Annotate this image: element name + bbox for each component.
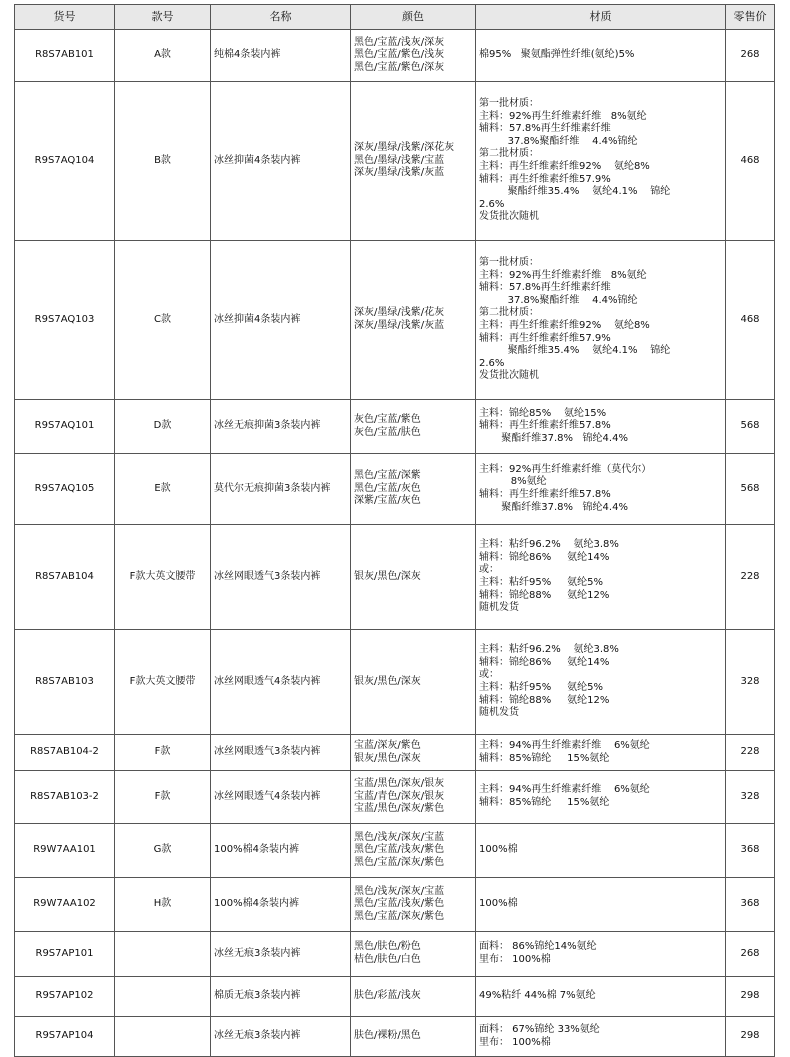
cell-price: 228 <box>726 525 775 630</box>
cell-colors: 黑色/宝蓝/浅灰/深灰 黑色/宝蓝/紫色/浅灰 黑色/宝蓝/紫色/深灰 <box>351 30 476 82</box>
cell-sku: R9S7AP104 <box>15 1017 115 1057</box>
header-color: 颜色 <box>351 5 476 30</box>
table-row <box>15 400 775 454</box>
cell-material: 100%棉 <box>476 824 726 878</box>
cell-style: E款 <box>115 454 211 525</box>
cell-price: 328 <box>726 630 775 735</box>
cell-name: 冰丝网眼透气3条装内裤 <box>211 735 351 771</box>
cell-name: 冰丝网眼透气4条装内裤 <box>211 771 351 824</box>
cell-style: G款 <box>115 824 211 878</box>
cell-sku: R9S7AQ105 <box>15 454 115 525</box>
header-price: 零售价 <box>726 5 775 30</box>
cell-price: 368 <box>726 878 775 932</box>
cell-price: 568 <box>726 400 775 454</box>
cell-price: 368 <box>726 824 775 878</box>
table-row <box>15 878 775 932</box>
cell-style: F款 <box>115 771 211 824</box>
cell-name: 冰丝抑菌4条装内裤 <box>211 82 351 241</box>
cell-name: 冰丝抑菌4条装内裤 <box>211 241 351 400</box>
cell-colors: 灰色/宝蓝/紫色 灰色/宝蓝/肤色 <box>351 400 476 454</box>
cell-colors: 深灰/墨绿/浅紫/花灰 深灰/墨绿/浅紫/灰蓝 <box>351 241 476 400</box>
cell-sku: R9S7AQ101 <box>15 400 115 454</box>
cell-price: 268 <box>726 30 775 82</box>
table-row <box>15 977 775 1017</box>
cell-name: 100%棉4条装内裤 <box>211 824 351 878</box>
cell-price: 268 <box>726 932 775 977</box>
cell-name: 100%棉4条装内裤 <box>211 878 351 932</box>
cell-sku: R8S7AB103-2 <box>15 771 115 824</box>
table-row <box>15 241 775 400</box>
table-row <box>15 771 775 824</box>
cell-material: 主料：92%再生纤维素纤维（莫代尔） 8%氨纶 辅料：再生纤维素纤维57.8% 聚酯纤维37.8% 锦纶4.4% <box>476 454 726 525</box>
cell-style: A款 <box>115 30 211 82</box>
header-name: 名称 <box>211 5 351 30</box>
cell-material: 49%粘纤 44%棉 7%氨纶 <box>476 977 726 1017</box>
cell-price: 328 <box>726 771 775 824</box>
cell-sku: R9S7AQ104 <box>15 82 115 241</box>
table-row <box>15 1017 775 1057</box>
cell-price: 298 <box>726 977 775 1017</box>
cell-style: F款 <box>115 735 211 771</box>
table-row <box>15 735 775 771</box>
cell-colors: 肤色/裸粉/黑色 <box>351 1017 476 1057</box>
header-style: 款号 <box>115 5 211 30</box>
cell-material: 面料： 86%锦纶14%氨纶 里布： 100%棉 <box>476 932 726 977</box>
cell-name: 莫代尔无痕抑菌3条装内裤 <box>211 454 351 525</box>
table-row <box>15 82 775 241</box>
cell-colors: 银灰/黑色/深灰 <box>351 525 476 630</box>
cell-sku: R9S7AP102 <box>15 977 115 1017</box>
cell-colors: 宝蓝/深灰/紫色 银灰/黑色/深灰 <box>351 735 476 771</box>
cell-price: 468 <box>726 241 775 400</box>
cell-material: 主料：锦纶85% 氨纶15% 辅料：再生纤维素纤维57.8% 聚酯纤维37.8% 锦纶4.4% <box>476 400 726 454</box>
cell-material: 第一批材质： 主料：92%再生纤维素纤维 8%氨纶 辅料：57.8%再生纤维素纤维 37.8%聚酯纤维 4.4%锦纶 第二批材质： 主料：再生纤维素纤维92% 氨纶8% 辅料：再生纤维素纤维57.9% 聚酯纤维35.4% 氨纶4.1% 锦纶 2.6% 发货批次随机 <box>476 82 726 241</box>
cell-name: 冰丝无痕抑菌3条装内裤 <box>211 400 351 454</box>
cell-style <box>115 1017 211 1057</box>
table-row <box>15 932 775 977</box>
cell-material: 主料：粘纤96.2% 氨纶3.8% 辅料：锦纶86% 氨纶14% 或： 主料：粘纤95% 氨纶5% 辅料：锦纶88% 氨纶12% 随机发货 <box>476 630 726 735</box>
table-row <box>15 454 775 525</box>
cell-name: 冰丝网眼透气3条装内裤 <box>211 525 351 630</box>
table-row <box>15 525 775 630</box>
cell-sku: R8S7AB104 <box>15 525 115 630</box>
table-row <box>15 630 775 735</box>
cell-price: 298 <box>726 1017 775 1057</box>
cell-material: 主料：粘纤96.2% 氨纶3.8% 辅料：锦纶86% 氨纶14% 或： 主料：粘纤95% 氨纶5% 辅料：锦纶88% 氨纶12% 随机发货 <box>476 525 726 630</box>
product-spec-table <box>14 4 775 1057</box>
cell-colors: 黑色/浅灰/深灰/宝蓝 黑色/宝蓝/浅灰/紫色 黑色/宝蓝/深灰/紫色 <box>351 824 476 878</box>
cell-price: 568 <box>726 454 775 525</box>
cell-material: 主料：94%再生纤维素纤维 6%氨纶 辅料：85%锦纶 15%氨纶 <box>476 771 726 824</box>
cell-sku: R8S7AB103 <box>15 630 115 735</box>
cell-style: D款 <box>115 400 211 454</box>
cell-sku: R9S7AP101 <box>15 932 115 977</box>
cell-sku: R9W7AA101 <box>15 824 115 878</box>
cell-colors: 黑色/浅灰/深灰/宝蓝 黑色/宝蓝/浅灰/紫色 黑色/宝蓝/深灰/紫色 <box>351 878 476 932</box>
cell-colors: 宝蓝/黑色/深灰/银灰 宝蓝/青色/深灰/银灰 宝蓝/黑色/深灰/紫色 <box>351 771 476 824</box>
cell-style: F款大英文腰带 <box>115 630 211 735</box>
cell-colors: 深灰/墨绿/浅紫/深花灰 黑色/墨绿/浅紫/宝蓝 深灰/墨绿/浅紫/灰蓝 <box>351 82 476 241</box>
cell-name: 冰丝无痕3条装内裤 <box>211 1017 351 1057</box>
header-row <box>15 5 775 30</box>
cell-style: H款 <box>115 878 211 932</box>
cell-sku: R9W7AA102 <box>15 878 115 932</box>
cell-style: C款 <box>115 241 211 400</box>
cell-style <box>115 977 211 1017</box>
cell-style <box>115 932 211 977</box>
cell-material: 面料： 67%锦纶 33%氨纶 里布： 100%棉 <box>476 1017 726 1057</box>
cell-colors: 肤色/彩蓝/浅灰 <box>351 977 476 1017</box>
cell-colors: 黑色/肤色/粉色 桔色/肤色/白色 <box>351 932 476 977</box>
cell-price: 228 <box>726 735 775 771</box>
cell-sku: R8S7AB104-2 <box>15 735 115 771</box>
cell-material: 第一批材质： 主料：92%再生纤维素纤维 8%氨纶 辅料：57.8%再生纤维素纤维 37.8%聚酯纤维 4.4%锦纶 第二批材质： 主料：再生纤维素纤维92% 氨纶8% 辅料：再生纤维素纤维57.9% 聚酯纤维35.4% 氨纶4.1% 锦纶 2.6% 发货批次随机 <box>476 241 726 400</box>
cell-sku: R9S7AQ103 <box>15 241 115 400</box>
cell-material: 主料：94%再生纤维素纤维 6%氨纶 辅料：85%锦纶 15%氨纶 <box>476 735 726 771</box>
cell-style: B款 <box>115 82 211 241</box>
cell-material: 棉95% 聚氨酯弹性纤维(氨纶)5% <box>476 30 726 82</box>
cell-style: F款大英文腰带 <box>115 525 211 630</box>
cell-name: 冰丝无痕3条装内裤 <box>211 932 351 977</box>
cell-colors: 银灰/黑色/深灰 <box>351 630 476 735</box>
cell-name: 冰丝网眼透气4条装内裤 <box>211 630 351 735</box>
table-row <box>15 30 775 82</box>
cell-sku: R8S7AB101 <box>15 30 115 82</box>
cell-material: 100%棉 <box>476 878 726 932</box>
cell-colors: 黑色/宝蓝/深紫 黑色/宝蓝/灰色 深紫/宝蓝/灰色 <box>351 454 476 525</box>
cell-name: 棉质无痕3条装内裤 <box>211 977 351 1017</box>
header-sku: 货号 <box>15 5 115 30</box>
cell-name: 纯棉4条装内裤 <box>211 30 351 82</box>
header-material: 材质 <box>476 5 726 30</box>
table-row <box>15 824 775 878</box>
cell-price: 468 <box>726 82 775 241</box>
